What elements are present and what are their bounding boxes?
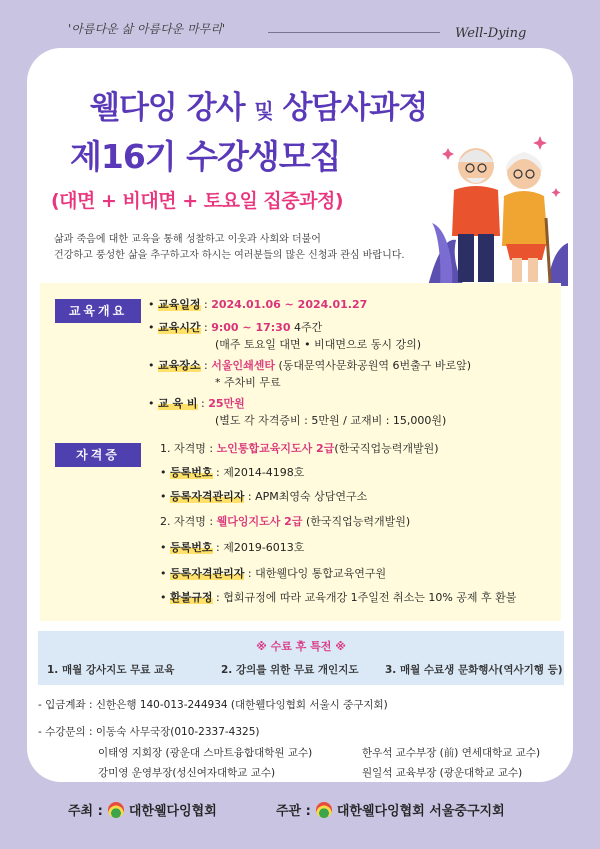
elderly-couple-illustration [428,128,568,286]
time-row: • 교육시간 : 9:00 ~ 17:30 4주간 [148,321,323,334]
cert1-row: 1. 자격명 : 노인통합교육지도사 2급(한국직업능력개발원) [160,442,439,455]
cert1-reg-row: • 등록번호 : 제2014-4198호 [160,466,305,479]
cert2-row: 2. 자격명 : 웰다잉지도사 2급 (한국직업능력개발원) [160,515,411,528]
association-logo-icon [316,802,332,818]
account-info: - 입금계좌 : 신한은행 140-013-244934 (대한웰다잉협회 서울시 중구지회) [38,699,388,711]
organizer-credit: 주관 : 대한웰다잉협회 서울중구지회 [276,800,505,819]
intro-text: 삶과 죽음에 대한 교육을 통해 성찰하고 이웃과 사회와 더불어 건강하고 풍성한 삶을 추구하고자 하시는 여러분들의 많은 신청과 관심 바랍니다. [54,234,405,261]
benefit-item: 3. 매월 수료생 문화행사(역사기행 등) [385,664,563,676]
venue-row: • 교육장소 : 서울인쇄센타 (동대문역사문화공원역 6번출구 바로앞) [148,359,472,372]
association-logo-icon [108,802,124,818]
title-line-1: 웰다잉 강사 및 상담사과정 [90,90,428,126]
benefits-box [38,631,564,685]
cert2-reg-row: • 등록번호 : 제2019-6013호 [160,541,305,554]
contact-person: 원일석 교육부장 (광운대학교 교수) [362,767,523,779]
fee-row: • 교 육 비 : 25만원 [148,397,245,410]
fee-note: (별도 각 자격증비 : 5만원 / 교재비 : 15,000원) [215,414,447,427]
cert1-manager-row: • 등록자격관리자 : APM최영숙 상담연구소 [160,490,368,503]
inquiry-info: - 수강문의 : 이동숙 사무국장(010-2337-4325) [38,726,260,738]
overview-badge: 교육개요 [55,299,141,323]
title-line-2: 제16기 수강생모집 [70,137,341,176]
cert2-manager-row: • 등록자격관리자 : 대한웰다잉 통합교육연구원 [160,567,387,580]
parking-note: * 주차비 무료 [215,376,281,389]
contact-person: 이태영 지회장 (광운대 스마트융합대학원 교수) [98,747,313,759]
header-divider [268,32,440,33]
benefit-item: 1. 매월 강사지도 무료 교육 [47,664,175,676]
schedule-row: • 교육일정 : 2024.01.06 ~ 2024.01.27 [148,298,368,311]
contact-person: 한우석 교수부장 (前) 연세대학교 교수) [362,747,541,759]
certificate-badge: 자격증 [55,443,141,467]
benefit-item: 2. 강의를 위한 무료 개인지도 [221,664,359,676]
refund-row: • 환불규정 : 협회규정에 따라 교육개강 1주일전 취소는 10% 공제 후 환불 [160,591,517,604]
time-note: (매주 토요일 대면 • 비대면으로 동시 강의) [215,338,422,351]
title-subtitle: (대면 + 비대면 + 토요일 집중과정) [51,190,344,212]
host-credit: 주최 : 대한웰다잉협회 [68,800,217,819]
brand-text: Well-Dying [455,26,527,41]
contact-person: 강미영 운영부장(성신여자대학교 교수) [98,767,276,779]
tagline: '아름다운 삶 아름다운 마무리' [68,22,226,36]
benefits-title: ※ 수료 후 특전 ※ [256,640,346,653]
